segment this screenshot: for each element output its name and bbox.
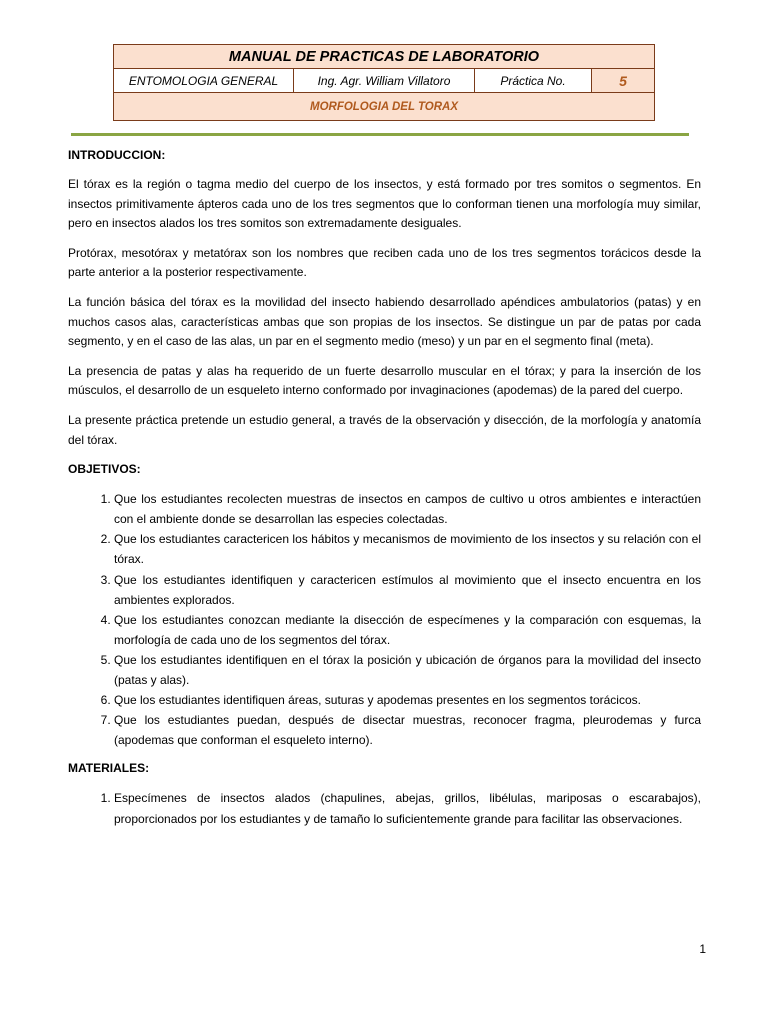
intro-paragraph: La presente práctica pretende un estudio general, a través de la observación y disección, de la morfología y anatomía del tórax. xyxy=(68,412,701,447)
objective-item: 2. Que los estudiantes caractericen los hábitos y mecanismos de movimiento de los insectos y su relación con el tórax. xyxy=(114,529,701,569)
objective-item: 1. Que los estudiantes recolecten muestras de insectos en campos de cultivo u otros ambientes e interactúen con el ambiente donde se desarrollan las especies colectadas. xyxy=(114,489,701,529)
practice-subtitle: MORFOLOGIA DEL TORAX xyxy=(114,93,655,121)
intro-paragraph: La función básica del tórax es la movilidad del insecto habiendo desarrollado apéndices ambulatorios (patas) y en muchos casos alas, características ambas que son propias de los insectos. Se distingue un par de patas por cada segmento, y en el caso de las alas, un par en el segmento medio (meso) y un par en el segmento final (meta). xyxy=(68,294,701,349)
intro-paragraph: La presencia de patas y alas ha requerido de un fuerte desarrollo muscular en el tórax; y para la inserción de los músculos, el desarrollo de un esqueleto interno conformado por invaginaciones (apodemas) de la pared del cuerpo. xyxy=(68,363,701,398)
instructor-name: Ing. Agr. William Villatoro xyxy=(294,69,475,93)
objectives-heading: OBJETIVOS: xyxy=(68,462,141,477)
intro-paragraph: El tórax es la región o tagma medio del cuerpo de los insectos, y está formado por tres somitos o segmentos. En insectos primitivamente ápteros cada uno de los tres segmentos que lo conforman tienen una morfología muy similar, pero en insectos alados los tres somitos son extremadamente desiguales. xyxy=(68,177,701,231)
document-body xyxy=(68,146,701,838)
intro-heading: INTRODUCCION: xyxy=(68,148,166,162)
practice-number: 5 xyxy=(592,69,655,93)
objective-item: 5. Que los estudiantes identifiquen en el tórax la posición y ubicación de órganos para la movilidad del insecto (patas y alas). xyxy=(114,650,701,690)
materials-heading: MATERIALES: xyxy=(68,761,150,776)
objective-item: 6. Que los estudiantes identifiquen áreas, suturas y apodemas presentes en los segmentos torácicos. xyxy=(114,690,701,710)
materials-list xyxy=(68,788,701,829)
header-divider xyxy=(71,133,689,136)
objective-item: 7. Que los estudiantes puedan, después de disectar muestras, reconocer fragma, pleurodemas y furca (apodemas que conforman el esqueleto interno). xyxy=(114,710,701,750)
intro-paragraph: Protórax, mesotórax y metatórax son los nombres que reciben cada uno de los tres segmentos torácicos desde la parte anterior a la posterior respectivamente. xyxy=(68,245,701,280)
header-table xyxy=(113,44,655,121)
objective-item: 4. Que los estudiantes conozcan mediante la disección de especímenes y la comparación con esquemas, la morfología de cada uno de los segmentos del tórax. xyxy=(114,610,701,650)
page-number: 1 xyxy=(699,942,706,956)
manual-title: MANUAL DE PRACTICAS DE LABORATORIO xyxy=(114,45,655,69)
practice-label: Práctica No. xyxy=(475,69,592,93)
objective-item: 3. Que los estudiantes identifiquen y caractericen estímulos al movimiento que el insecto encuentra en los ambientes explorados. xyxy=(114,570,701,610)
objectives-list xyxy=(68,489,701,750)
material-item: 1. Especímenes de insectos alados (chapulines, abejas, grillos, libélulas, mariposas o escarabajos), proporcionados por los estudiantes y de tamaño lo suficientemente grande para facilitar las observaciones. xyxy=(114,788,701,829)
course-name: ENTOMOLOGIA GENERAL xyxy=(114,69,294,93)
